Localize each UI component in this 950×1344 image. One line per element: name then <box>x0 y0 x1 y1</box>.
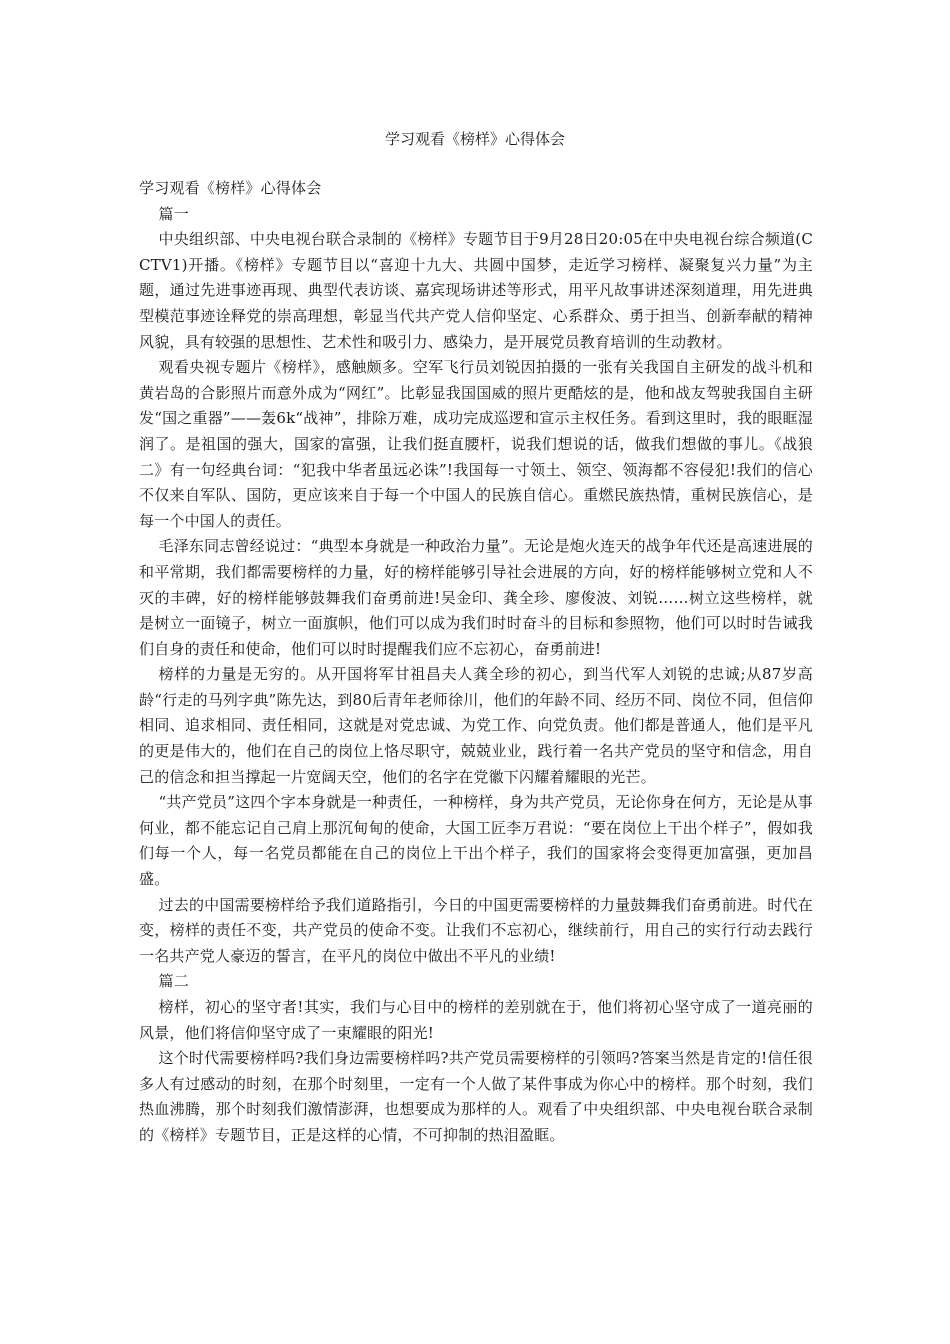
section-heading-2: 篇二 <box>158 972 189 991</box>
paragraph: 这个时代需要榜样吗?我们身边需要榜样吗?共产党员需要榜样的引领吗?答案当然是肯定的!信任很多人有过感动的时刻，在那个时刻里，一定有一个人做了某件事成为你心中的榜样。那个时刻，我们热血沸腾，那个时刻我们激情澎湃，也想要成为那样的人。观看了中央组织部、中央电视台联合录制的《榜样》专题节目，正是这样的心情，不可抑制的热泪盈眶。 <box>139 1049 813 1144</box>
section-heading-1: 篇一 <box>158 204 189 223</box>
paragraph: 榜样的力量是无穷的。从开国将军甘祖昌夫人龚全珍的初心，到当代军人刘锐的忠诚;从87岁高龄“行走的马列字典”陈先达，到80后青年老师徐川，他们的年龄不同、经历不同、岗位不同，但信仰相同、追求相同、责任相同，这就是对党忠诚、为党工作、向党负责。他们都是普通人，他们是平凡的更是伟大的，他们在自己的岗位上恪尽职守，兢兢业业，践行着一名共产党员的坚守和信念，用自己的信念和担当撑起一片宽阔天空，他们的名字在党徽下闪耀着耀眼的光芒。 <box>139 665 813 786</box>
paragraph: 榜样，初心的坚守者!其实，我们与心目中的榜样的差别就在于，他们将初心坚守成了一道亮丽的风景，他们将信仰坚守成了一束耀眼的阳光! <box>139 998 813 1042</box>
document-body <box>139 176 813 1149</box>
paragraph: 毛泽东同志曾经说过：“典型本身就是一种政治力量”。无论是炮火连天的战争年代还是高速进展的和平常期，我们都需要榜样的力量，好的榜样能够引导社会进展的方向，好的榜样能够树立党和人不灭的丰碑，好的榜样能够鼓舞我们奋勇前进!吴金印、龚全珍、廖俊波、刘锐……树立这些榜样，就是树立一面镜子，树立一面旗帜，他们可以成为我们时时奋斗的目标和参照物，他们可以时时告诫我们自身的责任和使命，他们可以时时提醒我们应不忘初心，奋勇前进! <box>139 537 813 658</box>
paragraph: 过去的中国需要榜样给予我们道路指引，今日的中国更需要榜样的力量鼓舞我们奋勇前进。时代在变，榜样的责任不变，共产党员的使命不变。让我们不忘初心，继续前行，用自己的实行行动去践行一名共产党人豪迈的誓言，在平凡的岗位中做出不平凡的业绩! <box>139 895 813 965</box>
document-subtitle: 学习观看《榜样》心得体会 <box>139 179 322 197</box>
paragraph: “共产党员”这四个字本身就是一种责任，一种榜样，身为共产党员，无论你身在何方，无论是从事何业，都不能忘记自己肩上那沉甸甸的使命，大国工匠李万君说：“要在岗位上干出个样子”，假如我们每一个人，每一名党员都能在自己的岗位上干出个样子，我们的国家将会变得更加富强，更加昌盛。 <box>139 793 813 889</box>
paragraph: 观看央视专题片《榜样》，感触颇多。空军飞行员刘锐因拍摄的一张有关我国自主研发的战斗机和黄岩岛的合影照片而意外成为“网红”。比彰显我国国威的照片更酷炫的是，他和战友驾驶我国自主研发“国之重器”——轰6k“战神”，排除万难，成功完成巡逻和宣示主权任务。看到这里时，我的眼眶湿润了。是祖国的强大，国家的富强，让我们挺直腰杆，说我们想说的话，做我们想做的事儿。《战狼二》有一句经典台词：“犯我中华者虽远必诛”!我国每一寸领土、领空、领海都不容侵犯!我们的信心不仅来自军队、国防，更应该来自于每一个中国人的民族自信心。重燃民族热情，重树民族信心，是每一个中国人的责任。 <box>139 358 813 530</box>
document-title: 学习观看《榜样》心得体会 <box>384 130 565 148</box>
paragraph: 中央组织部、中央电视台联合录制的《榜样》专题节目于9月28日20:05在中央电视台综合频道(CCTV1)开播。《榜样》专题节目以“喜迎十九大、共圆中国梦，走近学习榜样、凝聚复兴力量”为主题，通过先进事迹再现、典型代表访谈、嘉宾现场讲述等形式，用平凡故事讲述深刻道理，用先进典型模范事迹诠释党的崇高理想，彰显当代共产党人信仰坚定、心系群众、勇于担当、创新奉献的精神风貌，具有较强的思想性、艺术性和吸引力、感染力，是开展党员教育培训的生动教材。 <box>139 230 813 351</box>
